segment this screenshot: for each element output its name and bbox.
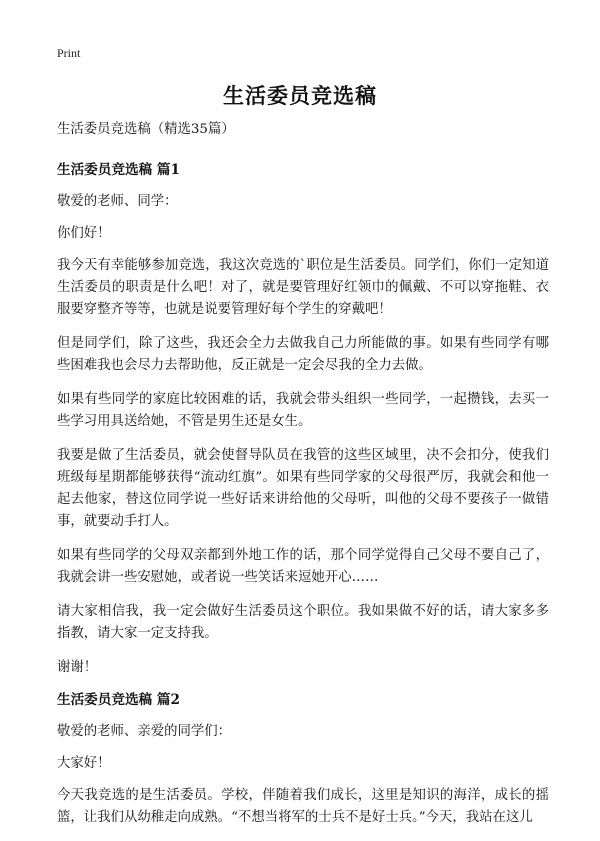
- section-1-greeting: 敬爱的老师、同学：: [57, 194, 178, 209]
- section-1-paragraph: 但是同学们，除了这些，我还会全力去做我自己力所能做的事。如果有些同学有哪些困难我也会尽力去帮助他，反正就是一定会尽我的全力去做。: [57, 336, 549, 373]
- section-2-paragraph: 今天我竞选的是生活委员。学校，伴随着我们成长，这里是知识的海洋，成长的摇篮，让我们从幼稚走向成熟。“不想当将军的士兵不是好士兵。”今天，我站在这儿: [57, 788, 549, 825]
- document-subtitle: 生活委员竞选稿（精选35篇）: [57, 122, 235, 137]
- section-1-closing: 谢谢！: [57, 660, 98, 675]
- section-1-paragraph: 我要是做了生活委员，就会使督导队员在我管的这些区域里，决不会扣分，使我们班级每星期都能够获得“流动红旗”。如果有些同学家的父母很严厉，我就会和他一起去他家，替这位同学说一些好话来讲给他的父母听，叫他的父母不要孩子一做错事，就要动手打人。: [57, 448, 549, 529]
- section-1-paragraph: 如果有些同学的家庭比较困难的话，我就会带头组织一些同学，一起攒钱，去买一些学习用具送给她，不管是男生还是女生。: [57, 392, 549, 429]
- section-2-salutation: 大家好！: [57, 756, 111, 771]
- section-heading-1: 生活委员竞选稿 篇1: [57, 162, 180, 178]
- section-1-paragraph: 请大家相信我，我一定会做好生活委员这个职位。我如果做不好的话，请大家多多指教，请大家一定支持我。: [57, 604, 549, 641]
- page-title: 生活委员竞选稿: [223, 83, 377, 108]
- document-body: [57, 119, 549, 841]
- section-2-greeting: 敬爱的老师、亲爱的同学们：: [57, 724, 232, 739]
- section-1-paragraph: 如果有些同学的父母双亲都到外地工作的话，那个同学觉得自己父母不要自己了，我就会讲一些安慰她，或者说一些笑话来逗她开心……: [57, 548, 549, 585]
- print-label[interactable]: Print: [57, 46, 81, 60]
- section-1-salutation: 你们好！: [57, 226, 111, 241]
- section-heading-2: 生活委员竞选稿 篇2: [57, 692, 180, 708]
- section-1-paragraph: 我今天有幸能够参加竞选，我这次竞选的`职位是生活委员。同学们，你们一定知道生活委员的职责是什么吧！对了，就是要管理好红领巾的佩戴、不可以穿拖鞋、衣服要穿整齐等等，也就是说要管理好每个学生的穿戴吧！: [57, 258, 549, 317]
